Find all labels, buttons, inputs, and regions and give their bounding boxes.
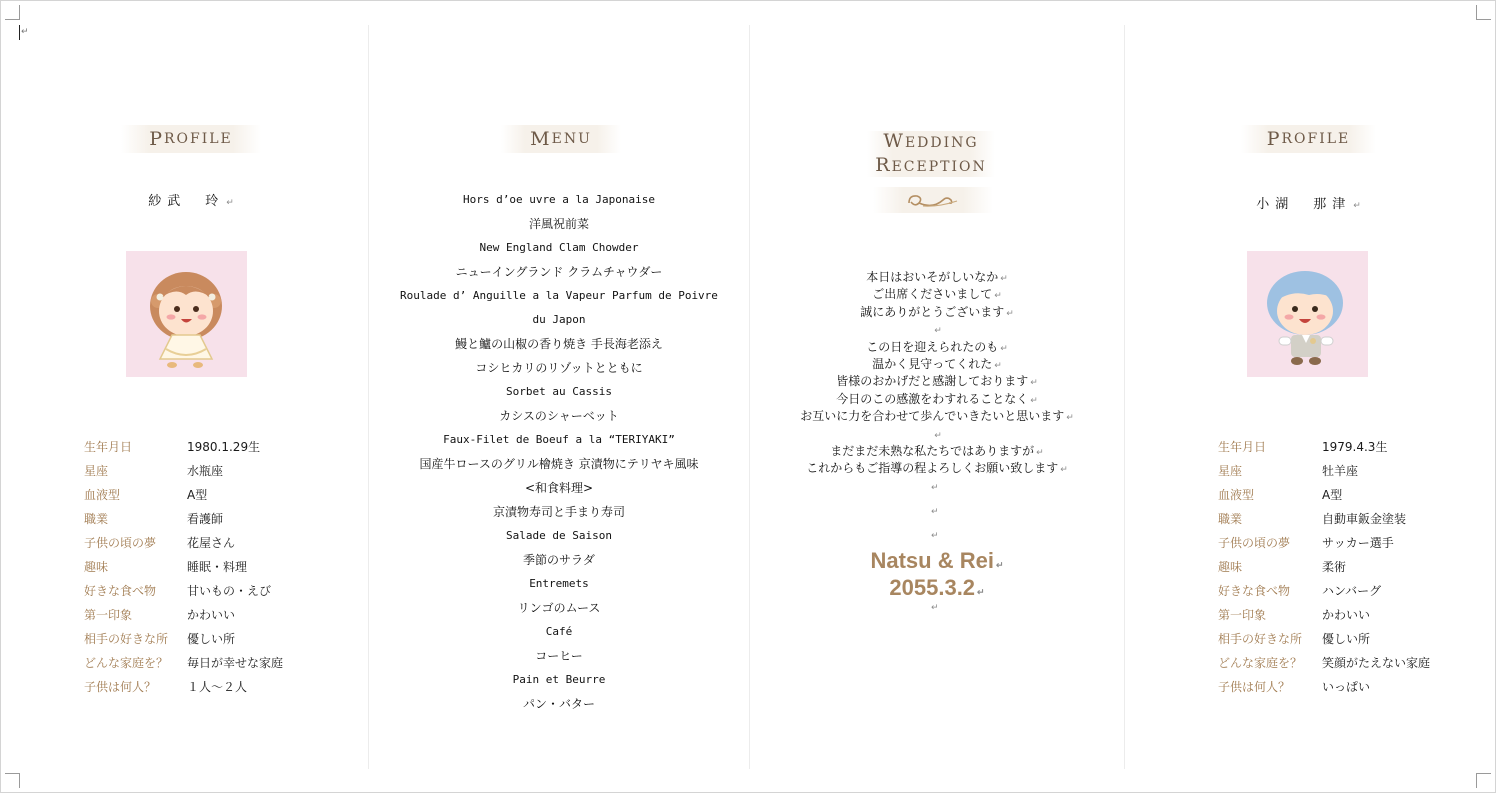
profile-value: ハンバーグ [1322,583,1382,598]
message-line [750,426,1124,443]
heading-initial: P [149,128,164,150]
text-cursor[interactable] [19,25,20,40]
paragraph-mark: ↵ [931,483,939,493]
profile-label: 生年月日 [1218,439,1267,454]
message-text: 本日はおいそがしいなか [866,270,999,284]
menu-item: ニューイングランド クラムチャウダー [455,265,663,279]
column-divider [1124,25,1125,769]
profile-label: 第一印象 [84,607,133,622]
heading-rest: ROFILE [1281,131,1351,147]
menu-item: Faux-Filet de Boeuf a la “TERIYAKI” [443,433,675,446]
heading-rest: EDDING [904,135,979,151]
heading-initial: P [1266,128,1282,150]
profile-row [84,674,283,698]
message-line [750,391,1124,408]
message-line [750,269,1124,286]
wedding-reception-heading [867,131,995,177]
paragraph-mark: ↵ [1060,465,1068,476]
wedding-date [750,574,1124,602]
message-text: お互いに力を合わせて歩んでいきたいと思います [800,409,1065,424]
message-line [750,356,1124,373]
message-text: これからもご指導の程よろしくお願い致します [806,461,1059,476]
message-text: 誠にありがとうございます [860,304,1005,319]
paragraph-mark: ↵ [1000,343,1008,354]
message-line [750,304,1124,321]
profile-row [1218,482,1430,506]
profile-label: 職業 [84,511,109,526]
paragraph-mark: ↵ [994,291,1002,302]
profile-value: サッカー選手 [1322,535,1394,550]
profile-row [84,434,283,458]
profile-label: 職業 [1218,511,1243,526]
profile-row [84,530,283,554]
profile-value: 優しい所 [1322,631,1371,646]
heading-rest: ROFILE [164,131,233,147]
profile-row [84,554,283,578]
menu-item: Roulade d’ Anguille a la Vapeur Parfum de Poivre [400,289,718,302]
groom-avatar [1247,251,1368,377]
profile-label: 子供の頃の夢 [1218,535,1291,550]
menu-item: New England Clam Chowder [479,241,639,254]
menu-item: カシスのシャーベット [499,409,619,423]
paragraph-mark: ↵ [1030,395,1038,406]
profile-value: １人〜２人 [187,679,248,694]
profile-value: A型 [1322,487,1343,502]
profile-row [1218,434,1430,458]
profile-label: 趣味 [1218,559,1243,574]
profile-value: 笑顔がたえない家庭 [1322,655,1431,670]
profile-value: 1980.1.29生 [187,439,261,454]
paragraph-mark: ↵ [934,326,942,337]
profile-label: 好きな食べ物 [1218,583,1291,598]
menu-item: Salade de Saison [506,529,612,542]
message-line [750,373,1124,390]
swirl-ornament-icon [873,187,993,213]
ornament-banner [873,187,993,213]
paragraph-mark: ↵ [931,531,939,541]
paragraph-mark: ↵ [934,430,942,441]
profile-row [84,626,283,650]
paragraph-mark: ↵ [1353,201,1361,211]
paragraph-mark: ↵ [994,360,1002,371]
profile-label: 相手の好きな所 [84,631,169,646]
profile-label: 血液型 [84,487,121,502]
bride-name [111,190,271,209]
paragraph-mark: ↵ [1006,308,1014,319]
profile-value: 1979.4.3生 [1322,439,1388,454]
message-line [750,443,1124,460]
menu-item: 鰻と鱸の山椒の香り焼き 手長海老添え [455,337,663,351]
heading-rest: ENU [551,131,592,147]
profile-row [84,650,283,674]
wedding-date-text: 2055.3.2 [889,575,976,600]
profile-row [1218,602,1430,626]
message-text: 皆様のおかげだと感謝しております [836,374,1029,389]
profile-value: 柔術 [1322,559,1347,574]
profile-label: 生年月日 [84,439,133,454]
profile-value: 牡羊座 [1322,463,1359,478]
menu-item: <和食料理> [524,481,594,495]
profile-row [1218,506,1430,530]
profile-label: どんな家庭を？ [1218,655,1303,670]
profile-value: 優しい所 [187,631,236,646]
heading-line-2 [875,154,986,178]
profile-row [84,458,283,482]
menu-item: Hors d’oe uvre a la Japonaise [462,193,656,206]
couple-names [750,547,1124,575]
bride-avatar [126,251,247,377]
profile-label: 星座 [1218,463,1243,478]
heading-initial: M [530,128,552,150]
menu-item: 洋風祝前菜 [528,217,589,231]
paragraph-mark: ↵ [1066,413,1074,424]
profile-row [1218,650,1430,674]
profile-row [84,602,283,626]
profile-row [1218,578,1430,602]
profile-label: 血液型 [1218,487,1255,502]
couple-names-text: Natsu & Rei [870,548,994,573]
profile-value: A型 [187,487,208,502]
greeting-message [750,269,1124,478]
profile-row [84,506,283,530]
paragraph-mark: ↵ [977,587,985,597]
paragraph-mark: ↵ [1030,378,1038,389]
profile-row [84,482,283,506]
paragraph-mark: ↵ [1036,447,1044,458]
crop-mark-top-right [1476,5,1491,20]
profile-value: 水瓶座 [187,463,224,478]
menu-item: 京漬物寿司と手まり寿司 [492,505,625,519]
groom-cartoon-icon [1247,251,1368,377]
bride-profile-table [84,434,283,698]
menu-item: リンゴのムース [517,601,601,615]
profile-value: 睡眠・料理 [187,559,248,574]
menu-item: コシヒカリのリゾットとともに [475,361,643,375]
menu-item: コーヒー [535,649,583,663]
crop-mark-bottom-left [5,773,20,788]
message-line [750,408,1124,425]
profile-row [1218,458,1430,482]
message-text: 温かく見守ってくれた [872,356,993,371]
profile-value: 毎日が幸せな家庭 [187,655,284,670]
profile-value: いっぱい [1322,679,1371,694]
heading-initial: W [883,130,905,152]
profile-row [84,578,283,602]
profile-label: 子供は何人？ [84,679,157,694]
message-text: まだまだ未熟な私たちではありますが [830,443,1035,458]
message-text: ご出席くださいまして [872,287,993,302]
profile-heading-right [1241,125,1376,153]
message-line [750,339,1124,356]
menu-item: 季節のサラダ [523,553,595,567]
message-text: 今日のこの感激をわすれることなく [836,391,1029,406]
heading-rest: ECEPTION [891,159,987,175]
profile-row [1218,674,1430,698]
message-line [750,460,1124,477]
menu-item: 国産牛ロースのグリル檜焼き 京漬物にテリヤキ風味 [419,457,699,471]
message-text: この日を迎えられたのも [866,339,999,354]
menu-item: Entremets [529,577,589,590]
profile-value: 看護師 [187,511,224,526]
groom-name-text: 小湖 那津 [1256,197,1352,212]
bride-cartoon-icon [126,251,247,377]
menu-item: du Japon [532,313,586,326]
profile-value: かわいい [187,607,236,622]
paragraph-mark: ↵ [21,27,29,37]
paragraph-mark: ↵ [1000,274,1008,284]
profile-label: どんな家庭を？ [84,655,169,670]
heading-initial: R [875,154,892,176]
paragraph-mark: ↵ [931,603,939,613]
profile-label: 星座 [84,463,109,478]
crop-mark-bottom-right [1476,773,1491,788]
profile-row [1218,530,1430,554]
groom-profile-table [1218,434,1430,698]
groom-name [1231,193,1386,212]
paragraph-mark: ↵ [995,560,1004,570]
menu-item: パン・バター [522,697,595,711]
profile-label: 子供は何人？ [1218,679,1291,694]
heading-line-1 [883,130,978,154]
profile-heading-left [121,125,261,153]
profile-label: 第一印象 [1218,607,1267,622]
profile-row [1218,626,1430,650]
menu-item: Café [545,625,573,638]
menu-item: Sorbet au Cassis [506,385,612,398]
crop-mark-top-left [5,5,20,20]
paragraph-mark: ↵ [931,507,939,517]
profile-label: 子供の頃の夢 [84,535,157,550]
paragraph-mark: ↵ [226,198,234,208]
profile-label: 相手の好きな所 [1218,631,1303,646]
profile-value: 甘いもの・えび [187,583,272,598]
profile-value: かわいい [1322,607,1371,622]
message-line [750,286,1124,303]
menu-heading [501,125,621,153]
profile-label: 趣味 [84,559,109,574]
menu-list [369,190,749,718]
bride-name-text: 紗武 玲 [148,194,225,209]
message-line [750,321,1124,338]
profile-value: 自動車鈑金塗装 [1322,511,1407,526]
menu-item: Pain et Beurre [512,673,606,686]
profile-value: 花屋さん [187,535,236,550]
profile-label: 好きな食べ物 [84,583,157,598]
profile-row [1218,554,1430,578]
